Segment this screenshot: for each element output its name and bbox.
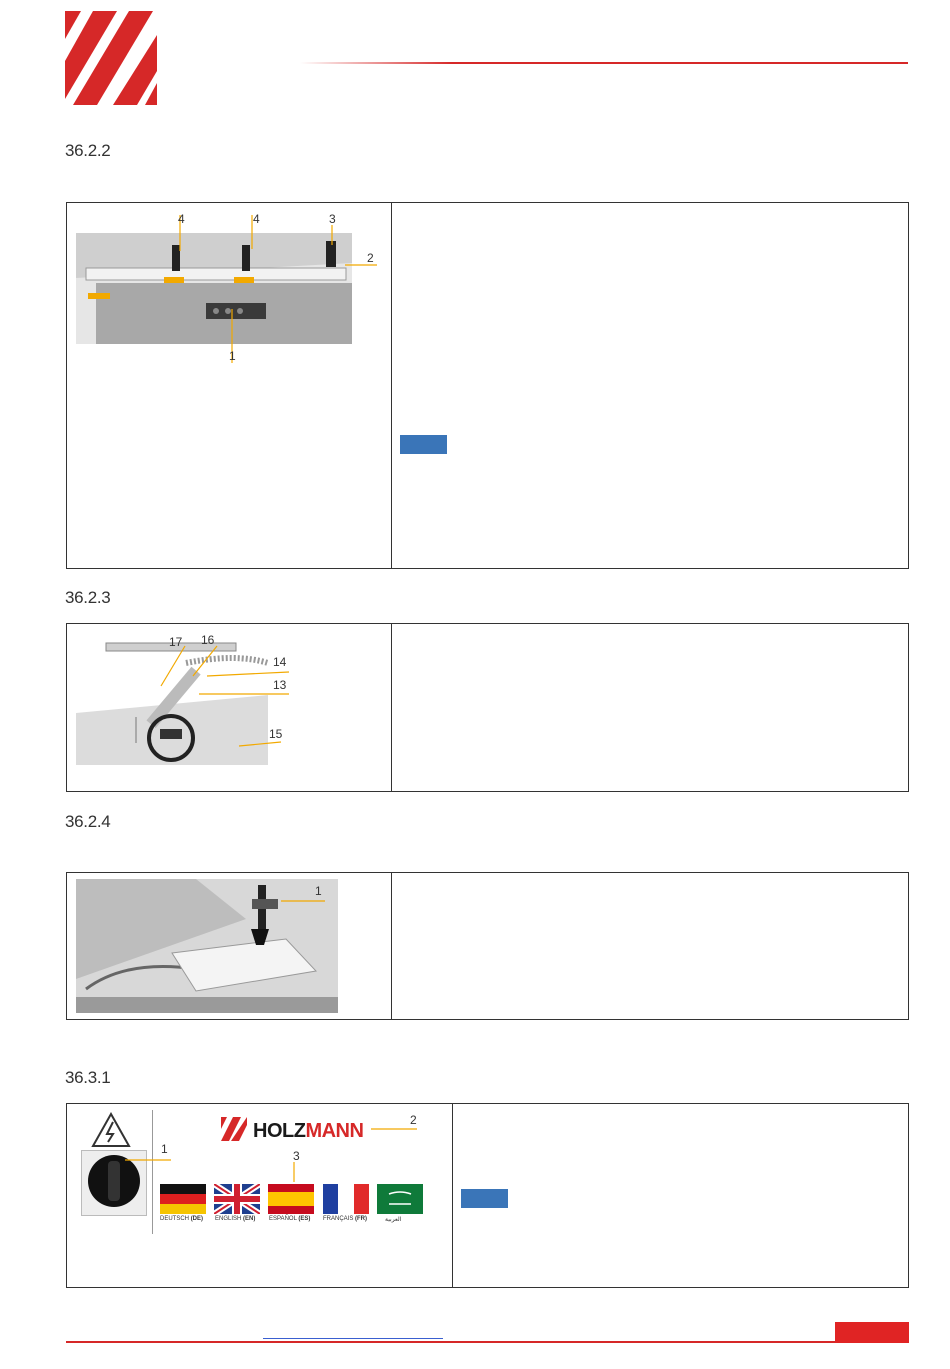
callout-label: 16 — [201, 633, 215, 647]
language-label: FRANÇAIS (FR) — [323, 1216, 368, 1222]
table-divider — [391, 624, 392, 791]
callout-lines — [67, 873, 391, 1021]
section-table — [66, 1103, 909, 1288]
callout-label: 15 — [269, 727, 283, 741]
callout-lines — [67, 624, 391, 793]
brand-wordmark-part2: MANN — [305, 1120, 364, 1142]
language-label: ESPAÑOL (ES) — [269, 1216, 311, 1222]
table-divider — [452, 1104, 453, 1287]
callout-label: 2 — [410, 1113, 417, 1127]
header-rule — [300, 62, 908, 64]
callout-label: 14 — [273, 655, 287, 669]
brand-wordmark-part1: HOLZ — [253, 1120, 306, 1142]
section-number: 36.2.2 — [65, 141, 111, 160]
note-badge — [461, 1189, 508, 1208]
callout-label: 1 — [161, 1142, 168, 1156]
section-number: 36.2.3 — [65, 588, 111, 607]
section-table — [66, 202, 909, 569]
footer-link-underline[interactable] — [263, 1338, 443, 1339]
footer-rule — [66, 1341, 908, 1343]
callout-lines — [67, 1104, 452, 1244]
callout-label: 4 — [178, 212, 185, 226]
callout-lines — [67, 203, 391, 373]
table-divider — [391, 873, 392, 1019]
callout-label: 3 — [329, 212, 336, 226]
callout-label: 13 — [273, 678, 287, 692]
note-badge — [400, 435, 447, 454]
callout-label: 1 — [315, 884, 322, 898]
section-table — [66, 623, 909, 792]
language-label: DEUTSCH (DE) — [160, 1216, 204, 1222]
section-number: 36.2.4 — [65, 812, 111, 831]
language-label: ENGLISH (EN) — [215, 1216, 256, 1222]
brand-logo-icon — [65, 11, 157, 105]
language-label: العربية — [385, 1217, 402, 1223]
callout-label: 17 — [169, 635, 183, 649]
section-table — [66, 872, 909, 1020]
page-number-badge — [835, 1322, 909, 1343]
section-number: 36.3.1 — [65, 1068, 111, 1087]
callout-label: 3 — [293, 1149, 300, 1163]
table-divider — [391, 203, 392, 568]
callout-label: 1 — [229, 349, 236, 363]
callout-label: 2 — [367, 251, 374, 265]
callout-label: 4 — [253, 212, 260, 226]
